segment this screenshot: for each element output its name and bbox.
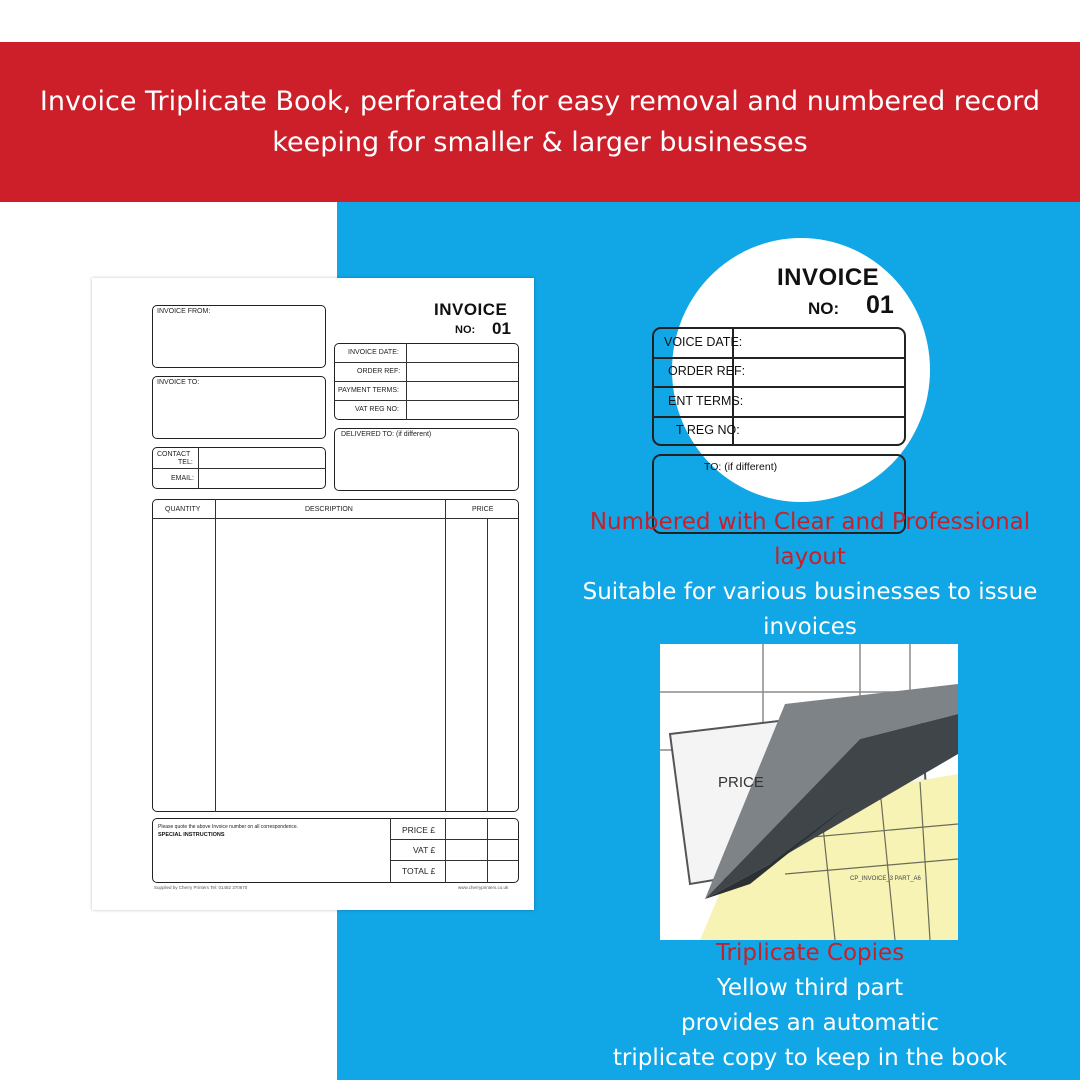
zoom-circle-triplicate bbox=[660, 644, 958, 940]
invoice-title: INVOICE bbox=[434, 300, 508, 319]
triplicate-peel-illustration bbox=[660, 644, 958, 940]
zoom-delivered-label: TO: (if different) bbox=[704, 461, 778, 473]
banner-line-1: Invoice Triplicate Book, perforated for easy removal and numbered record bbox=[39, 86, 1041, 117]
supplier-text: Supplied by Cherry Printers Tel: 01482 370670 bbox=[154, 885, 248, 890]
caption-numbered bbox=[545, 505, 1075, 645]
caption-1-line-4: invoices bbox=[763, 614, 857, 640]
invoice-no-label: NO: bbox=[455, 324, 476, 336]
header-banner bbox=[0, 42, 1080, 202]
description-header: DESCRIPTION bbox=[305, 506, 353, 513]
order-ref-label: ORDER REF: bbox=[357, 368, 401, 375]
caption-1-line-2: layout bbox=[774, 544, 846, 570]
quantity-header: QUANTITY bbox=[165, 506, 201, 513]
grand-total-label: TOTAL £ bbox=[402, 866, 436, 876]
website-text: www.cherryprinters.co.uk bbox=[458, 885, 509, 890]
price-header: PRICE bbox=[472, 506, 494, 513]
caption-2-line-3: provides an automatic bbox=[681, 1010, 939, 1036]
zoom-row-payment-terms: ENT TERMS: bbox=[668, 394, 744, 408]
invoice-date-label: INVOICE DATE: bbox=[348, 349, 399, 356]
caption-1-line-1: Numbered with Clear and Professional bbox=[589, 509, 1031, 535]
invoice-from-label: INVOICE FROM: bbox=[157, 308, 211, 315]
zoom-invoice-title: INVOICE bbox=[777, 264, 880, 291]
caption-triplicate bbox=[545, 936, 1075, 1076]
zoom-row-vat-reg: T REG NO: bbox=[676, 423, 740, 437]
vat-reg-label: VAT REG NO: bbox=[355, 406, 399, 413]
payment-terms-label: PAYMENT TERMS: bbox=[338, 387, 399, 394]
price-total-label: PRICE £ bbox=[402, 825, 436, 835]
quote-note: Please quote the above Invoice number on all correspondence. bbox=[158, 824, 299, 830]
invoice-sheet bbox=[92, 278, 534, 910]
zoom-invoice-number: 01 bbox=[866, 291, 894, 319]
banner-text bbox=[10, 81, 1070, 163]
invoice-number: 01 bbox=[492, 319, 511, 338]
zoom-row-invoice-date: VOICE DATE: bbox=[664, 335, 743, 349]
caption-2-line-1: Triplicate Copies bbox=[715, 940, 905, 966]
zoom-row-order-ref: ORDER REF: bbox=[668, 364, 746, 378]
top-margin bbox=[0, 0, 1080, 42]
tel-label: TEL: bbox=[178, 459, 193, 466]
contact-label: CONTACT bbox=[157, 451, 191, 458]
email-label: EMAIL: bbox=[171, 475, 194, 482]
banner-line-2: keeping for smaller & larger businesses bbox=[272, 127, 808, 158]
zoom-price-label: PRICE bbox=[718, 774, 764, 791]
delivered-to-label: DELIVERED TO: (if different) bbox=[341, 431, 432, 438]
vat-total-label: VAT £ bbox=[413, 845, 436, 855]
zoom-form-code: CP_INVOICE_3 PART_A6 bbox=[850, 876, 921, 882]
zoom-no-label: NO: bbox=[808, 299, 840, 318]
zoom-circle-header bbox=[664, 238, 930, 502]
special-instructions-label: SPECIAL INSTRUCTIONS bbox=[158, 832, 225, 838]
caption-2-line-4: triplicate copy to keep in the book bbox=[612, 1045, 1008, 1071]
caption-2-line-2: Yellow third part bbox=[716, 975, 904, 1001]
caption-1-line-3: Suitable for various businesses to issue bbox=[582, 579, 1038, 605]
items-table bbox=[152, 499, 519, 812]
invoice-to-label: INVOICE TO: bbox=[157, 379, 200, 386]
